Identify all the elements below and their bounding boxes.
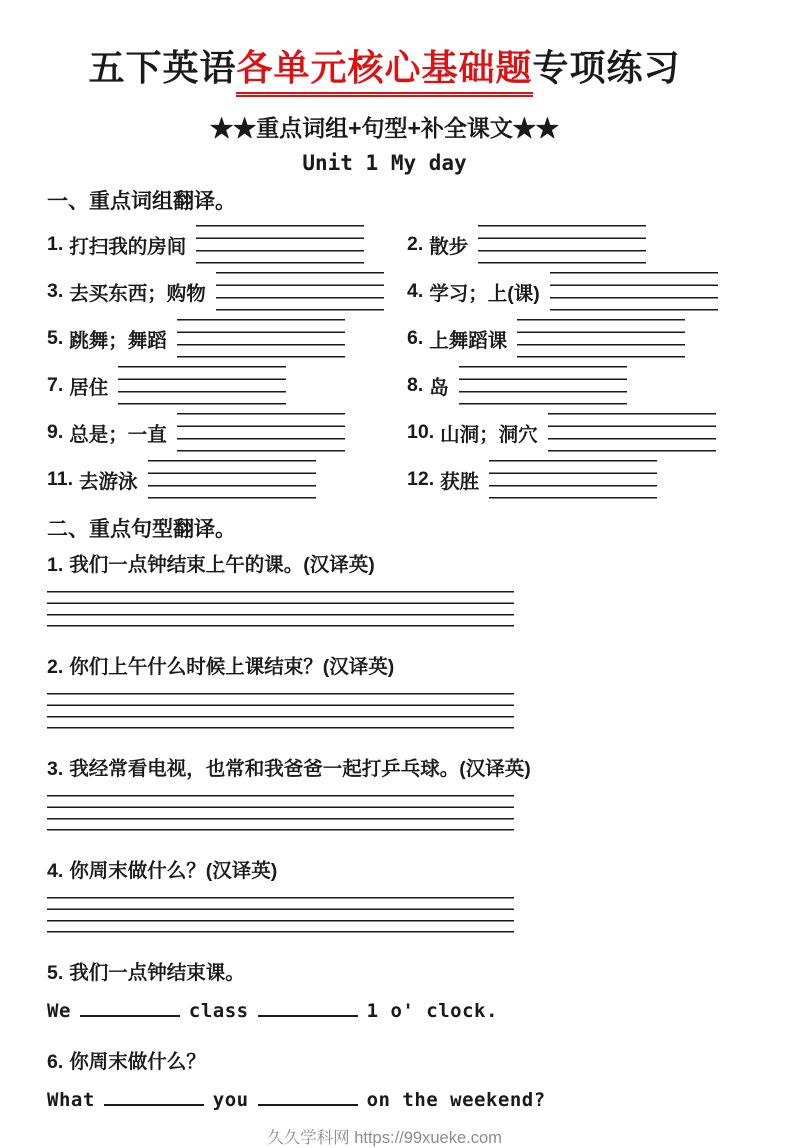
word-item-8 <box>407 366 722 405</box>
item-label: 山洞；洞穴 <box>440 423 538 446</box>
word-item-10 <box>407 413 722 452</box>
unit-title: Unit 1 My day <box>302 151 467 176</box>
writing-lines-blank <box>550 272 718 311</box>
writing-lines-blank <box>478 225 646 264</box>
writing-lines-blank <box>177 319 345 358</box>
item-label: 居住 <box>69 376 109 399</box>
section-two-heading: 二、重点句型翻译。 <box>47 518 236 542</box>
fill-word-2: you <box>212 1089 249 1112</box>
question-5-label <box>47 957 722 985</box>
fill-word-2: class <box>188 1000 249 1023</box>
word-item-7 <box>47 366 399 405</box>
item-number: 8. <box>407 374 424 397</box>
writing-lines-blank <box>459 366 627 405</box>
question-number: 3. <box>47 758 64 781</box>
item-number: 5. <box>47 327 64 350</box>
question-number: 1. <box>47 554 64 577</box>
question-number: 2. <box>47 656 64 679</box>
item-number: 1. <box>47 233 64 256</box>
question-3-label <box>47 753 722 781</box>
question-6-label <box>47 1046 722 1074</box>
title-highlight: 各单元核心基础题 <box>236 46 532 97</box>
word-item-12 <box>407 460 722 499</box>
item-number: 11. <box>47 468 74 491</box>
section-one-heading: 一、重点词组翻译。 <box>47 190 236 214</box>
item-number: 3. <box>47 280 64 303</box>
writing-lines-blank <box>177 413 345 452</box>
word-item-4 <box>407 272 722 311</box>
fill-blank <box>104 1088 204 1106</box>
item-number: 6. <box>407 327 424 350</box>
question-4-label <box>47 855 722 883</box>
question-text: 你周末做什么？(汉译英) <box>69 860 278 883</box>
fill-blank <box>258 1088 358 1106</box>
page-subtitle: ★★重点词组+句型+补全课文★★ <box>210 115 559 142</box>
question-text: 我们一点钟结束课。 <box>69 962 245 985</box>
item-number: 9. <box>47 421 64 444</box>
word-item-5 <box>47 319 399 358</box>
question-text: 我们一点钟结束上午的课。(汉译英) <box>69 554 375 577</box>
question-text: 我经常看电视，也常和我爸爸一起打乒乓球。(汉译英) <box>69 758 531 781</box>
item-label: 去买东西；购物 <box>69 282 206 305</box>
item-label: 岛 <box>429 376 449 399</box>
word-item-11 <box>47 460 399 499</box>
page-footer: 久久学科网 https://99xueke.com <box>267 1129 502 1148</box>
question-number: 4. <box>47 860 64 883</box>
fill-sentence-6 <box>47 1088 722 1111</box>
writing-lines-blank <box>196 225 364 264</box>
item-number: 10. <box>407 421 435 444</box>
item-label: 去游泳 <box>79 470 138 493</box>
fill-blank <box>80 999 180 1017</box>
answer-lines-blank <box>47 693 514 729</box>
word-item-2 <box>407 225 722 264</box>
fill-word-3: on the weekend? <box>366 1089 546 1112</box>
item-label: 散步 <box>429 235 469 258</box>
fill-word-3: 1 o' clock. <box>366 1000 498 1023</box>
word-item-6 <box>407 319 722 358</box>
answer-lines-blank <box>47 591 514 627</box>
question-2-label <box>47 651 722 679</box>
item-label: 学习；上(课) <box>429 282 540 305</box>
fill-word-1: We <box>47 1000 71 1023</box>
word-item-1 <box>47 225 399 264</box>
question-text: 你周末做什么？ <box>69 1051 206 1074</box>
item-label: 打扫我的房间 <box>69 235 187 258</box>
word-grid <box>47 221 722 503</box>
page-title <box>47 46 722 97</box>
item-label: 跳舞；舞蹈 <box>69 329 167 352</box>
question-number: 5. <box>47 962 64 985</box>
question-1-label <box>47 549 722 577</box>
fill-sentence-5 <box>47 999 722 1022</box>
item-label: 上舞蹈课 <box>429 329 508 352</box>
writing-lines-blank <box>517 319 685 358</box>
word-item-9 <box>47 413 399 452</box>
item-number: 2. <box>407 233 424 256</box>
item-label: 获胜 <box>440 470 480 493</box>
fill-word-1: What <box>47 1089 95 1112</box>
answer-lines-blank <box>47 897 514 933</box>
writing-lines-blank <box>548 413 716 452</box>
writing-lines-blank <box>148 460 316 499</box>
writing-lines-blank <box>118 366 286 405</box>
answer-lines-blank <box>47 795 514 831</box>
title-prefix: 五下英语 <box>88 47 237 88</box>
item-number: 12. <box>407 468 435 491</box>
writing-lines-blank <box>216 272 384 311</box>
word-item-3 <box>47 272 399 311</box>
fill-blank <box>258 999 358 1017</box>
item-number: 7. <box>47 374 64 397</box>
item-label: 总是；一直 <box>69 423 167 446</box>
item-number: 4. <box>407 280 424 303</box>
question-number: 6. <box>47 1051 64 1074</box>
writing-lines-blank <box>489 460 657 499</box>
question-text: 你们上午什么时候上课结束？(汉译英) <box>69 656 395 679</box>
title-suffix: 专项练习 <box>532 47 681 88</box>
